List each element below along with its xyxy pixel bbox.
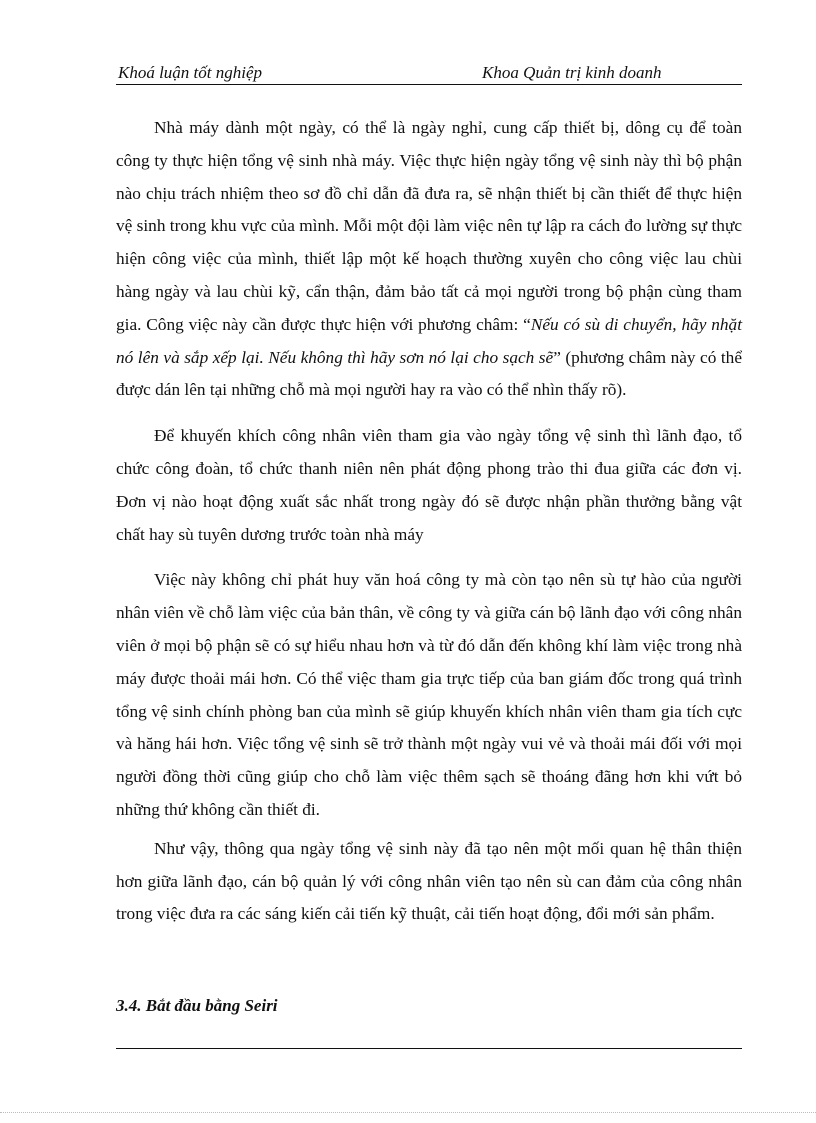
- body-text: [116, 112, 742, 931]
- paragraph-1-quote: Nếu có sù di chuyển, hãy nhặt nó lên và sắp xếp lại. Nếu không thì hãy sơn nó lại cho sạch sẽ: [116, 314, 742, 367]
- paragraph-3: Việc này không chỉ phát huy văn hoá công ty mà còn tạo nên sù tự hào của người nhân viên về chỗ làm việc của bản thân, về công ty và giữa cán bộ lãnh đạo với công nhân viên ở mọi bộ phận sẽ có sự hiểu nhau hơn và từ đó dẫn đến không khí làm việc trong nhà máy được thoải mái hơn. Có thể việc tham gia trực tiếp của ban giám đốc trong quá trình tổng vệ sinh chính phòng ban của mình sẽ giúp khuyến khích nhân viên tham gia tích cực và hăng hái hơn. Việc tổng vệ sinh sẽ trở thành một ngày vui vẻ và thoải mái đối với mọi người đồng thời cũng giúp cho chỗ làm việc thêm sạch sẽ thoáng đãng hơn khi vứt bỏ những thứ không cần thiết đi.: [116, 570, 742, 819]
- paragraph-2: Để khuyến khích công nhân viên tham gia vào ngày tổng vệ sinh thì lãnh đạo, tổ chức công đoàn, tổ chức thanh niên nên phát động phong trào thi đua giữa các đơn vị. Đơn vị nào hoạt động xuất sắc nhất trong ngày đó sẽ được nhận phần thưởng bằng vật chất hay sù tuyên dương trước toàn nhà máy: [116, 426, 742, 544]
- header-faculty-label: Khoa Quản trị kinh doanh: [482, 63, 662, 82]
- footer-rule: [116, 1048, 742, 1049]
- page-edge-divider: [0, 1112, 816, 1113]
- section-heading: 3.4. Bắt đầu bằng Seiri: [116, 996, 278, 1015]
- header-thesis-label: Khoá luận tốt nghiệp: [118, 63, 263, 82]
- paragraph-1-text: Nhà máy dành một ngày, có thể là ngày nghỉ, cung cấp thiết bị, dông cụ để toàn công ty thực hiện tổng vệ sinh nhà máy. Việc thực hiện ngày tổng vệ sinh này thì bộ phận nào chịu trách nhiệm theo sơ đồ chỉ dẫn đã đưa ra, sẽ nhận thiết bị cần thiết để thực hiện vệ sinh trong khu vực của mình. Mỗi một đội làm việc nên tự lập ra cách đo lường sự thực hiện công việc của mình, thiết lập một kế hoạch thường xuyên cho công việc lau chùi hàng ngày và lau chùi kỹ, cẩn thận, đảm bảo tất cả mọi người trong bộ phận cùng tham gia. Công việc này cần được thực hiện với phương châm: “: [116, 118, 742, 334]
- paragraph-4: Như vậy, thông qua ngày tổng vệ sinh này đã tạo nên một mối quan hệ thân thiện hơn giữa lãnh đạo, cán bộ quản lý với công nhân viên tạo nên sù can đảm của công nhân trong việc đưa ra các sáng kiến cải tiến kỹ thuật, cải tiến hoạt động, đổi mới sản phẩm.: [116, 838, 742, 924]
- paragraph-1: [116, 112, 742, 407]
- page-header: [116, 58, 742, 85]
- paragraph-1-text-end: ” (phương châm này có thể được dán lên tại những chỗ mà mọi người hay ra vào có thể nhìn thấy rõ).: [116, 347, 742, 400]
